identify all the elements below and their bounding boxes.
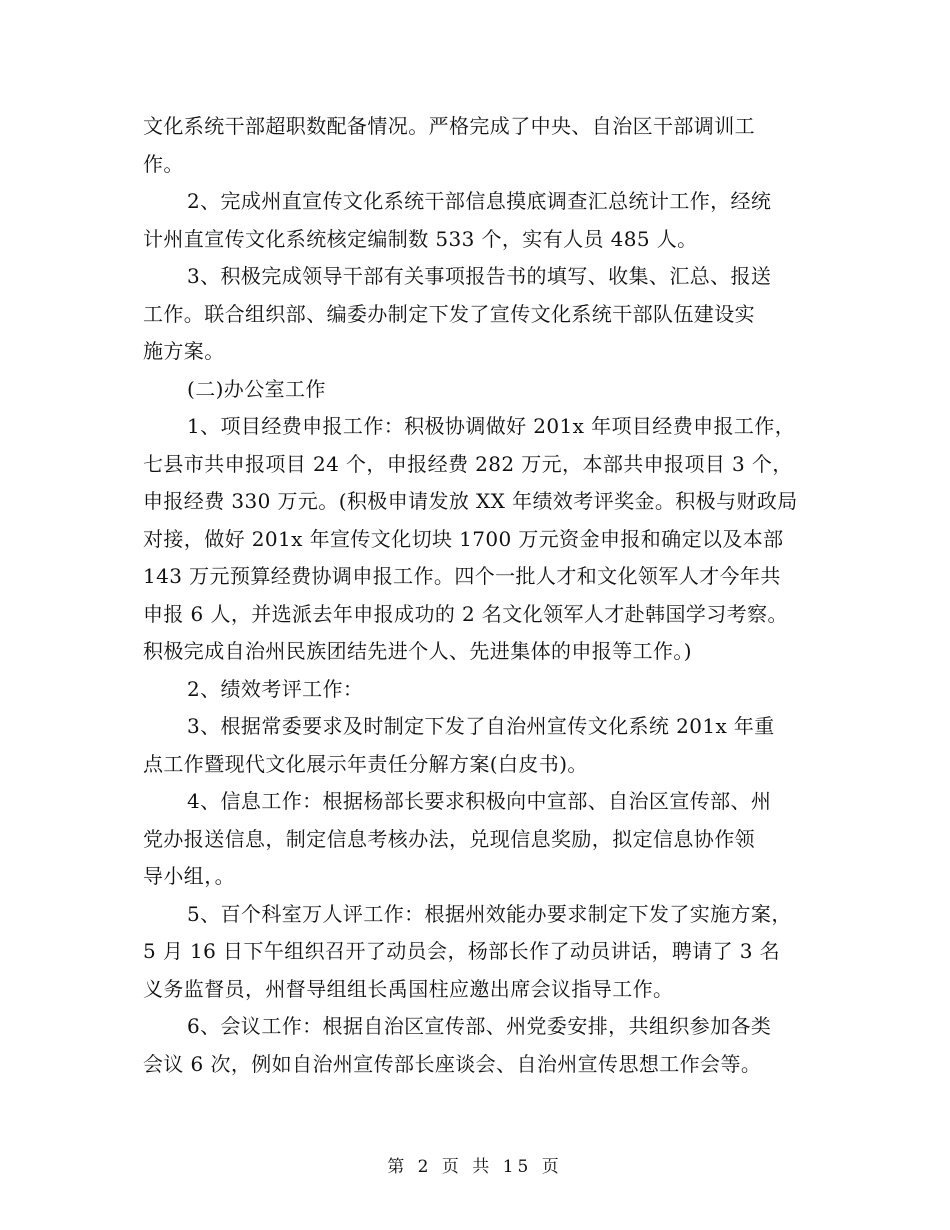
text-line: 申报 6 人，并选派去年申报成功的 2 名文化领军人才赴韩国学习考察。 <box>143 601 788 626</box>
text-line: 党办报送信息，制定信息考核办法，兑现信息奖励，拟定信息协作领 <box>143 826 755 851</box>
text-line: 143 万元预算经费协调申报工作。四个一批人才和文化领军人才今年共 <box>143 564 781 588</box>
text-line: 1、项目经费申报工作：积极协调做好 201x 年项目经费申报工作， <box>187 414 796 438</box>
text-line: 申报经费 330 万元。(积极申请发放 XX 年绩效考评奖金。积极与财政局 <box>143 489 798 513</box>
text-line: 会议 6 次，例如自治州宣传部长座谈会、自治州宣传思想工作会等。 <box>143 1051 762 1076</box>
paragraph-p9 <box>143 1008 843 1083</box>
text-line: 6、会议工作：根据自治区宣传部、州党委安排，共组织参加各类 <box>187 1014 772 1038</box>
document-body <box>143 108 843 1083</box>
text-line: 工作。联合组织部、编委办制定下发了宣传文化系统干部队伍建设实 <box>143 301 755 326</box>
text-line: 施方案。 <box>143 339 225 363</box>
text-line: 作。 <box>143 151 184 176</box>
text-line: 计州直宣传文化系统核定编制数 533 个，实有人员 485 人。 <box>143 226 698 251</box>
paragraph-p6 <box>143 708 843 783</box>
text-line: 积极完成自治州民族团结先进个人、先进集体的申报等工作。) <box>143 639 693 663</box>
text-line: 对接，做好 201x 年宣传文化切块 1700 万元资金申报和确定以及本部 <box>143 526 784 551</box>
paragraph-p8 <box>143 896 843 1009</box>
text-line: 点工作暨现代文化展示年责任分解方案(白皮书)。 <box>143 751 588 776</box>
text-line: 4、信息工作：根据杨部长要求积极向中宣部、自治区宣传部、州 <box>187 789 772 813</box>
text-line: 文化系统干部超职数配备情况。严格完成了中央、自治区干部调训工 <box>143 114 755 138</box>
text-line: 5、百个科室万人评工作：根据州效能办要求制定下发了实施方案， <box>187 901 792 926</box>
text-line: (二)办公室工作 <box>187 376 326 401</box>
paragraph-p7 <box>143 783 843 896</box>
text-line: 2、绩效考评工作： <box>187 676 364 701</box>
paragraph-p4 <box>143 408 843 671</box>
text-line: 2、完成州直宣传文化系统干部信息摸底调查汇总统计工作，经统 <box>187 189 772 213</box>
text-line: 导小组，。 <box>143 864 235 888</box>
paragraph-p1 <box>143 183 843 258</box>
text-line: 3、根据常委要求及时制定下发了自治州宣传文化系统 201x 年重 <box>187 714 775 738</box>
text-line: 5 月 16 日下午组织召开了动员会，杨部长作了动员讲话，聘请了 3 名 <box>143 939 781 963</box>
paragraph-p5 <box>143 671 843 709</box>
text-line: 七县市共申报项目 24 个，申报经费 282 万元，本部共申报项目 3 个， <box>143 451 793 476</box>
paragraph-p2 <box>143 258 843 371</box>
text-line: 3、积极完成领导干部有关事项报告书的填写、收集、汇总、报送 <box>187 264 772 288</box>
paragraph-p3 <box>143 371 843 409</box>
page-footer: 第 2 页 共 15 页 <box>387 1157 563 1177</box>
paragraph-p0 <box>143 108 843 183</box>
text-line: 义务监督员，州督导组组长禹国柱应邀出席会议指导工作。 <box>143 976 674 1001</box>
